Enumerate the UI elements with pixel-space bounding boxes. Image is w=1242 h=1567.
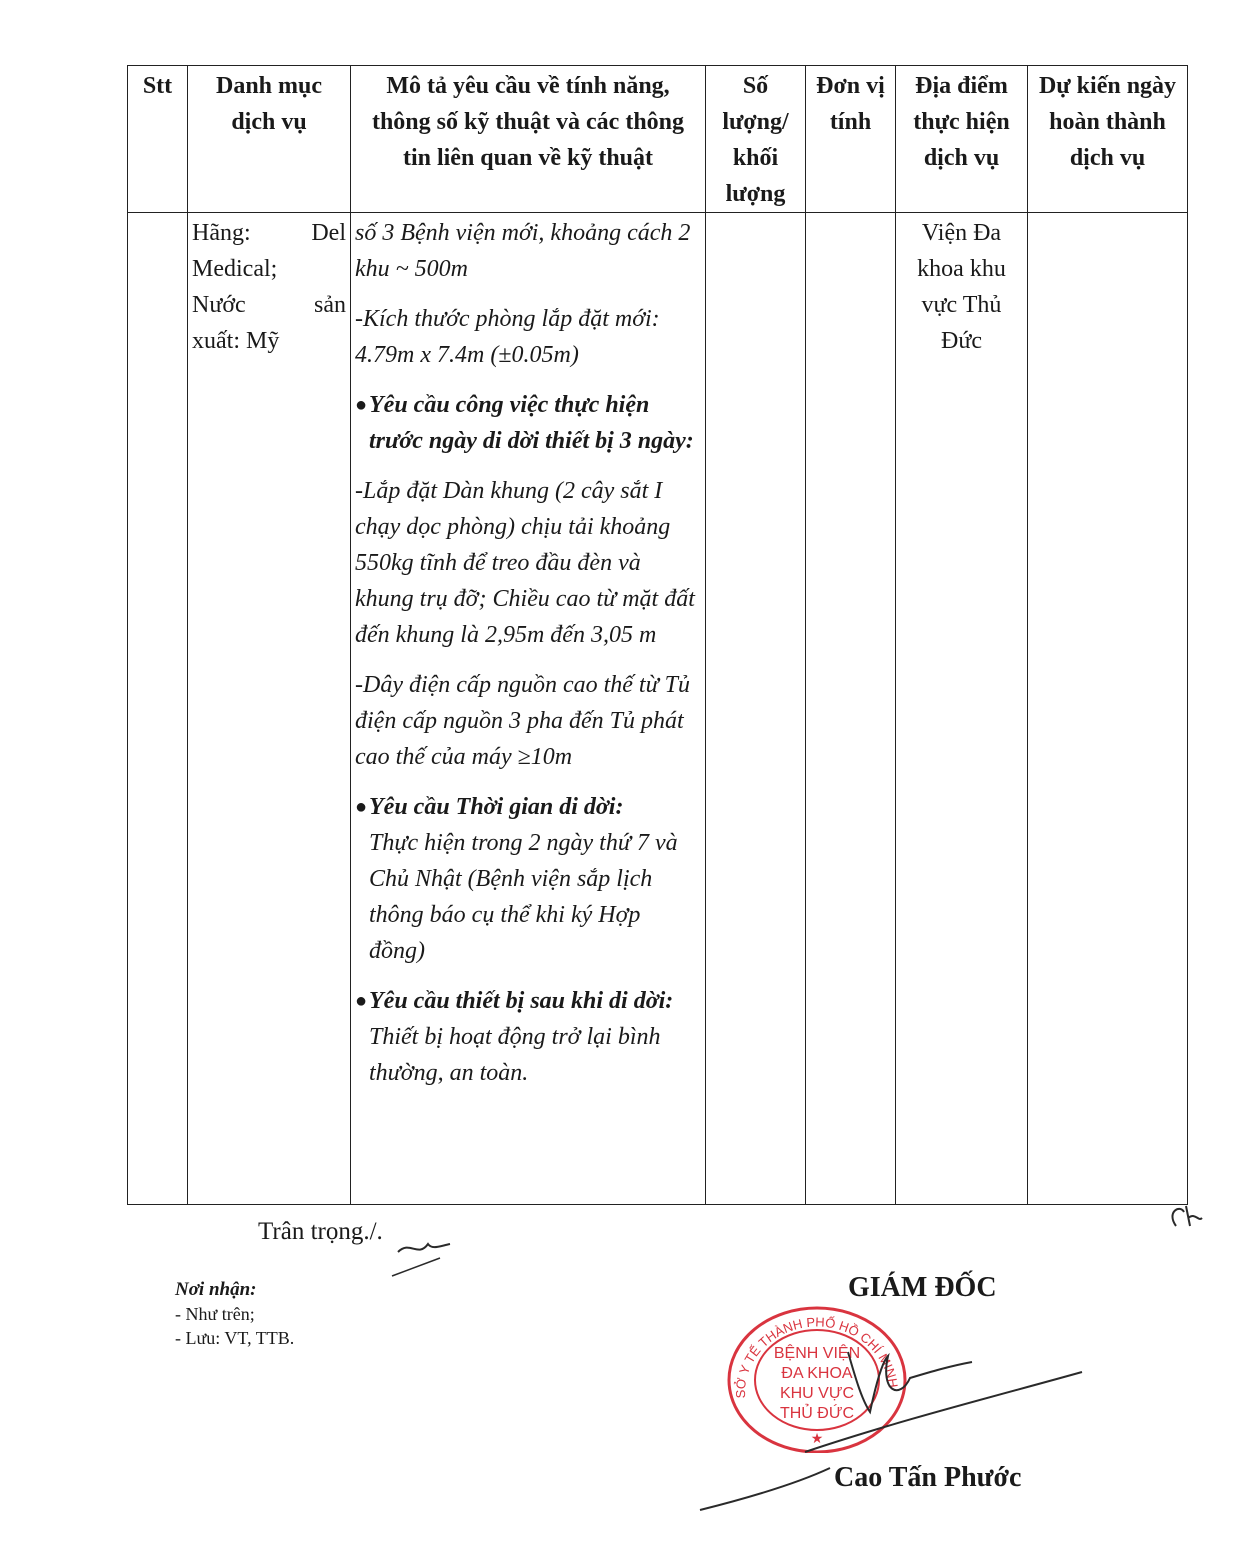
closing-remark: Trân trọng./. bbox=[258, 1218, 383, 1245]
stamp-line-4: THỦ ĐỨC bbox=[779, 1405, 855, 1422]
signer-name: Cao Tấn Phước bbox=[834, 1462, 1022, 1493]
stamp-line-1: BỆNH VIỆN bbox=[773, 1345, 861, 1362]
cell-completion-date bbox=[1028, 213, 1188, 1205]
header-location: Địa điểm thực hiện dịch vụ bbox=[896, 66, 1028, 213]
vendor-origin-line bbox=[192, 287, 346, 323]
cell-stt bbox=[128, 213, 188, 1205]
desc-frame-install: -Lắp đặt Dàn khung (2 cây sắt I chạy dọc phòng) chịu tải khoảng 550kg tĩnh để treo đầu đèn và khung trụ đỡ; Chiều cao từ mặt đất đến khung là 2,95m đến 3,05 m bbox=[355, 478, 695, 648]
page-initials-icon bbox=[1172, 1206, 1202, 1226]
desc-bullet-move-time-heading: Yêu cầu Thời gian di dời: bbox=[369, 794, 624, 820]
header-quantity: Số lượng/ khối lượng bbox=[706, 66, 806, 213]
cell-service-category bbox=[188, 213, 351, 1205]
recipients-block bbox=[175, 1278, 294, 1350]
header-service-category: Danh mục dịch vụ bbox=[188, 66, 351, 213]
desc-power-cable: -Dây điện cấp nguồn cao thế từ Tủ điện cấp nguồn 3 pha đến Tủ phát cao thế của máy ≥10m bbox=[355, 672, 691, 770]
vendor-brand-label: Hãng: bbox=[192, 220, 251, 246]
recipient-item: - Lưu: VT, TTB. bbox=[175, 1328, 295, 1348]
desc-bullet-move-time bbox=[355, 789, 701, 969]
stamp-line-3: KHU VỰC bbox=[779, 1385, 855, 1402]
stamp-star-icon: ★ bbox=[810, 1431, 824, 1447]
desc-bullet-move-time-text: Thực hiện trong 2 ngày thứ 7 và Chủ Nhật (Bệnh viện sắp lịch thông báo cụ thể khi ký Hợp đồng) bbox=[369, 830, 678, 964]
initial-mark-icon bbox=[398, 1244, 450, 1252]
cell-location: Viện Đa khoa khu vực Thủ Đức bbox=[896, 213, 1028, 1205]
desc-bullet-after-move-heading: Yêu cầu thiết bị sau khi di dời: bbox=[369, 988, 674, 1014]
header-completion-date: Dự kiến ngày hoàn thành dịch vụ bbox=[1028, 66, 1188, 213]
initial-stroke-icon bbox=[392, 1258, 440, 1276]
signer-title: GIÁM ĐỐC bbox=[848, 1272, 997, 1303]
bullet-dot-icon: ● bbox=[355, 990, 368, 1012]
desc-bullet-pre-move-heading: Yêu cầu công việc thực hiện trước ngày di dời thiết bị 3 ngày: bbox=[369, 392, 694, 454]
desc-bullet-move-time-body bbox=[369, 789, 701, 969]
desc-distance: số 3 Bệnh viện mới, khoảng cách 2 khu ~ 500m bbox=[355, 220, 691, 282]
bullet-dot-icon: ● bbox=[355, 394, 368, 416]
cell-technical-description bbox=[351, 213, 706, 1205]
bullet-dot-icon: ● bbox=[355, 796, 368, 818]
cell-unit bbox=[806, 213, 896, 1205]
cell-quantity bbox=[706, 213, 806, 1205]
stamp-line-2: ĐA KHOA bbox=[781, 1365, 853, 1382]
recipient-item: - Như trên; bbox=[175, 1304, 255, 1324]
vendor-origin-value: xuất: Mỹ bbox=[192, 328, 280, 354]
recipients-heading: Nơi nhận: bbox=[175, 1279, 257, 1300]
desc-room-size: -Kích thước phòng lắp đặt mới: 4.79m x 7.4m (±0.05m) bbox=[355, 306, 660, 368]
service-spec-table bbox=[127, 65, 1188, 1205]
signature-underline-icon bbox=[700, 1468, 830, 1510]
stamp-ring-text: SỞ Y TẾ THÀNH PHỐ HỒ CHÍ MINH bbox=[732, 1314, 901, 1399]
header-stt: Stt bbox=[128, 66, 188, 213]
vendor-origin-label-a: Nước bbox=[192, 292, 246, 318]
table-row bbox=[128, 213, 1188, 1205]
vendor-origin-label-b: sản bbox=[314, 292, 346, 318]
desc-bullet-after-move-body bbox=[369, 983, 701, 1091]
header-unit: Đơn vị tính bbox=[806, 66, 896, 213]
desc-bullet-after-move bbox=[355, 983, 701, 1091]
vendor-brand-value: Del bbox=[311, 220, 346, 246]
hospital-stamp-icon bbox=[722, 1298, 912, 1453]
vendor-brand-cont: Medical; bbox=[192, 256, 278, 282]
table-header-row bbox=[128, 66, 1188, 213]
header-technical-description: Mô tả yêu cầu về tính năng, thông số kỹ thuật và các thông tin liên quan về kỹ thuật bbox=[351, 66, 706, 213]
vendor-brand-line bbox=[192, 215, 346, 251]
desc-bullet-pre-move bbox=[355, 387, 701, 459]
desc-bullet-after-move-text: Thiết bị hoạt động trở lại bình thường, an toàn. bbox=[369, 1024, 661, 1086]
